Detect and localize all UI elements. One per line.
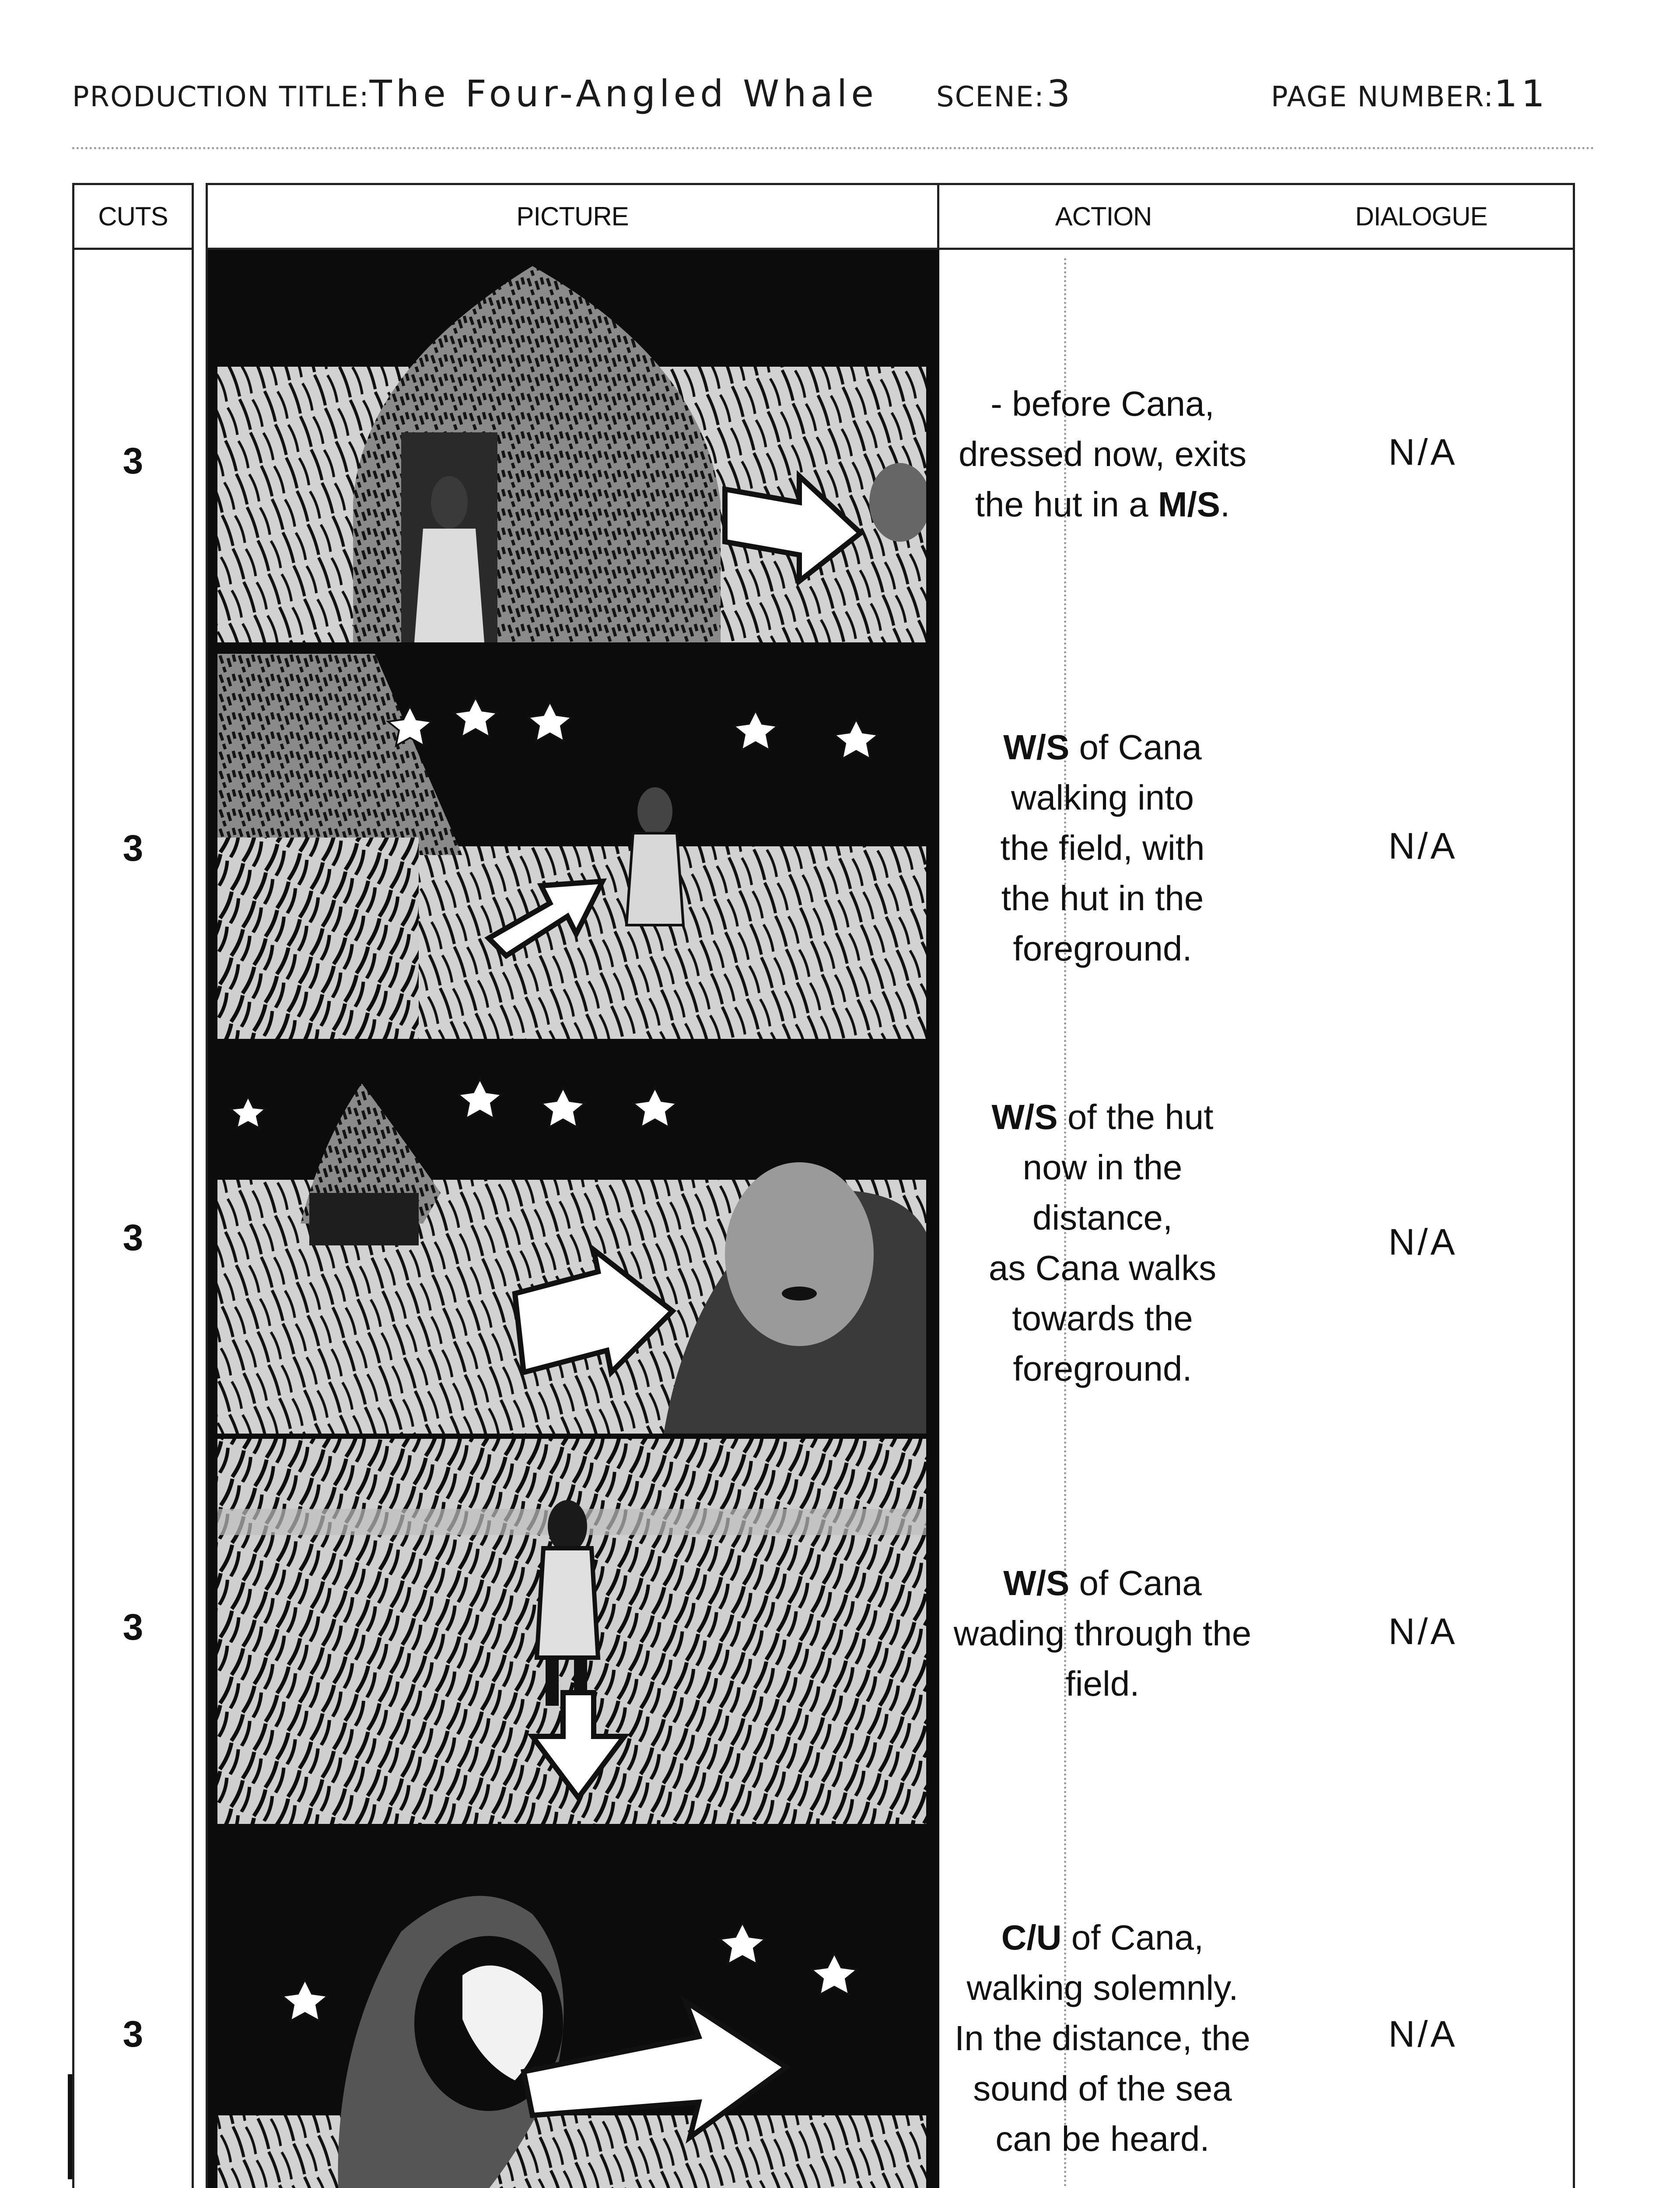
- dialogue-text-2: N/A: [1388, 825, 1458, 866]
- cut-number-3: 3: [122, 1217, 144, 1258]
- dialogue-text-1: N/A: [1388, 431, 1458, 473]
- action-line: the hut in a M/S.: [975, 485, 1230, 524]
- action-line: walking into: [1011, 778, 1194, 817]
- production-title-label: PRODUCTION TITLE:: [72, 81, 370, 113]
- action-line: walking solemnly.: [966, 1968, 1239, 2007]
- cut-number-1: 3: [122, 440, 144, 481]
- cut-number-4: 3: [122, 1606, 144, 1648]
- action-line: In the distance, the: [954, 2019, 1250, 2058]
- margin-mark: [68, 2074, 72, 2179]
- storyboard-panel-4: [217, 1439, 926, 1824]
- production-title-value: The Four-Angled Whale: [369, 72, 878, 115]
- scene-value: 3: [1046, 72, 1074, 115]
- action-line: C/U of Cana,: [1001, 1918, 1204, 1957]
- action-header: ACTION: [1055, 202, 1152, 231]
- action-line: foreground.: [1013, 929, 1192, 968]
- action-line: wading through the: [953, 1614, 1252, 1653]
- action-line: foreground.: [1013, 1349, 1192, 1388]
- header-divider: [72, 147, 1595, 149]
- action-text-5: [938, 1912, 1267, 2164]
- grid-header: [208, 185, 1573, 250]
- action-line: now in the: [1022, 1148, 1183, 1187]
- storyboard-panel-1: [217, 257, 926, 642]
- cuts-header: CUTS: [74, 185, 192, 250]
- dialogue-header: DIALOGUE: [1355, 202, 1488, 231]
- action-line: W/S of Cana: [1003, 1564, 1202, 1602]
- cuts-column: [72, 183, 194, 2188]
- action-line: W/S of Cana: [1003, 728, 1202, 767]
- action-line: dressed now, exits: [958, 435, 1247, 473]
- cut-number-2: 3: [122, 828, 144, 869]
- storyboard-panel-2: [217, 654, 926, 1039]
- action-line: - before Cana,: [990, 384, 1214, 423]
- action-text-1: [938, 379, 1267, 529]
- action-text-3: [938, 1092, 1267, 1394]
- action-line: towards the: [1012, 1299, 1193, 1338]
- page-number-label: PAGE NUMBER:: [1271, 81, 1494, 113]
- action-line: field.: [1065, 1664, 1140, 1703]
- action-line: sound of the sea: [973, 2069, 1232, 2108]
- page-number-field: [1271, 72, 1549, 115]
- action-line: the field, with: [1000, 828, 1205, 867]
- page-number-value: 11: [1494, 72, 1549, 115]
- action-text-2: [938, 722, 1267, 974]
- action-line: can be heard.: [995, 2119, 1210, 2158]
- action-line: as Cana walks: [988, 1248, 1217, 1287]
- cut-number-5: 3: [122, 2013, 144, 2055]
- dialogue-text-5: N/A: [1388, 2013, 1458, 2055]
- production-title: [72, 72, 878, 115]
- action-line: the hut in the: [1001, 879, 1204, 918]
- dialogue-text-4: N/A: [1388, 1611, 1458, 1652]
- action-line: W/S of the hut: [991, 1098, 1214, 1136]
- picture-header: PICTURE: [208, 185, 939, 248]
- storyboard-panel-5: [217, 1835, 926, 2188]
- scene-field: [936, 72, 1074, 115]
- action-text-4: [938, 1558, 1267, 1709]
- action-line: distance,: [1032, 1198, 1173, 1237]
- dialogue-text-3: N/A: [1388, 1221, 1458, 1262]
- storyboard-panel-3: [217, 1048, 926, 1434]
- scene-label: SCENE:: [936, 81, 1045, 113]
